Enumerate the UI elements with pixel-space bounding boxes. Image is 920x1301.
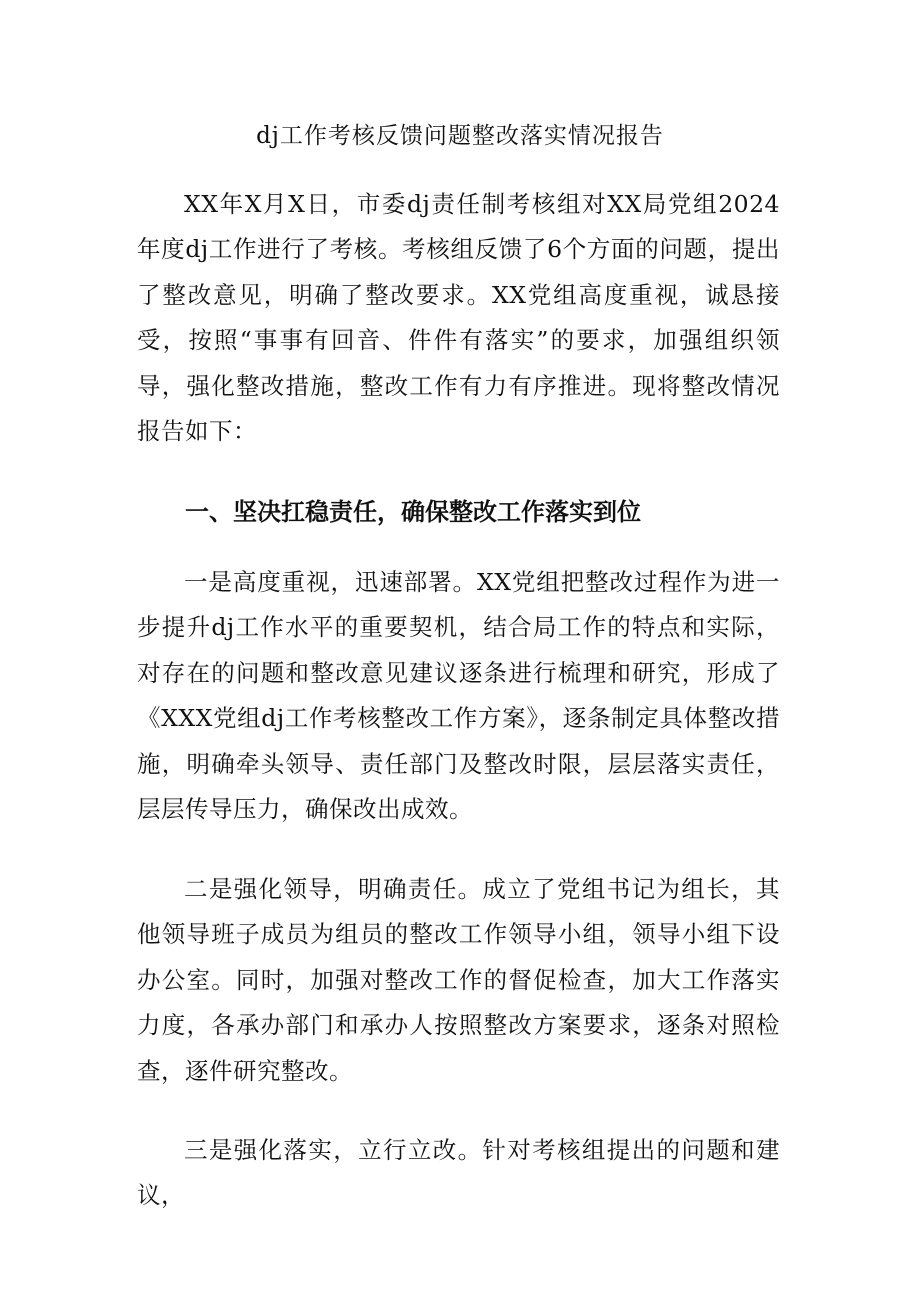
intro-paragraph: XX年X月X日，市委dj责任制考核组对XX局党组2024年度dj工作进行了考核。考核组反馈了6个方面的问题，提出了整改意见，明确了整改要求。XX党组高度重视，诚恳接受，按照“事事有回音、件件有落实”的要求，加强组织领导，强化整改措施，整改工作有力有序推进。现将整改情况报告如下： xyxy=(137,190,780,446)
point-paragraph-1: 一是高度重视，迅速部署。XX党组把整改过程作为进一步提升dj工作水平的重要契机，结合局工作的特点和实际，对存在的问题和整改意见建议逐条进行梳理和研究，形成了《XXX党组dj工作考核整改工作方案》，逐条制定具体整改措施，明确牵头领导、责任部门及整改时限，层层落实责任，层层传导压力，确保改出成效。 xyxy=(137,568,780,824)
point-paragraph-3: 三是强化落实，立行立改。针对考核组提出的问题和建议， xyxy=(137,1136,780,1210)
document-title: dj工作考核反馈问题整改落实情况报告 xyxy=(256,123,664,149)
point-paragraph-2: 二是强化领导，明确责任。成立了党组书记为组长，其他领导班子成员为组员的整改工作领导小组，领导小组下设办公室。同时，加强对整改工作的督促检查，加大工作落实力度，各承办部门和承办人按照整改方案要求，逐条对照检查，逐件研究整改。 xyxy=(137,875,780,1085)
section-heading-1: 一、坚决扛稳责任，确保整改工作落实到位 xyxy=(185,498,641,526)
